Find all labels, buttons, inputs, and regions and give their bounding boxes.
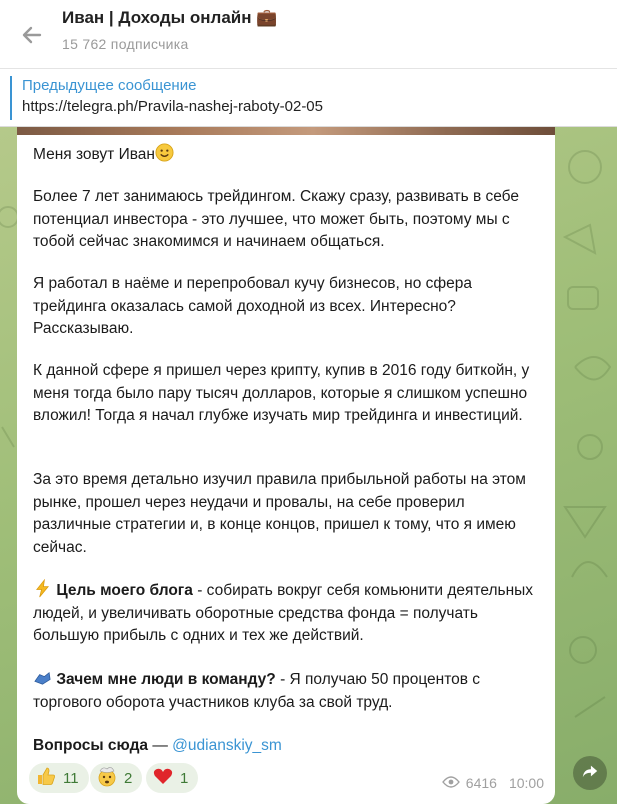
team-question-text: - Я получаю 50 процентов с торгового оборота участников клуба за свой труд. [33, 671, 481, 711]
intro-text: Меня зовут Иван [33, 146, 155, 163]
view-count: 6416 [465, 775, 497, 791]
thumbs-up-icon [35, 765, 57, 791]
blog-goal-text: - собирать вокруг себя комьюнити деятельных людей, и увеличивать оборотные средства фонда = получать большую прибыль с одних и тех же действий. [33, 582, 534, 644]
username-link[interactable]: @udianskiy_sm [172, 737, 282, 754]
eye-icon [442, 775, 460, 791]
pinned-message-bar[interactable] [0, 69, 617, 127]
message-paragraph-7 [33, 668, 543, 714]
team-question-heading: Зачем мне люди в команду? [56, 671, 276, 688]
questions-heading: Вопросы сюда [33, 737, 149, 754]
handshake-icon [33, 668, 52, 687]
message-paragraph-4: К данной сфере я пришел через крипту, купив в 2016 году биткойн, у меня тогда было пару тысяч долларов, которые я слишком успешно вложил! Тогда я начал глубже изучать мир трейдинга и инвестиций. [33, 362, 530, 424]
thumbs-up-count: 11 [63, 769, 79, 787]
pinned-accent-bar [10, 76, 12, 120]
forward-arrow-icon [581, 762, 599, 785]
red-heart-icon [152, 765, 174, 791]
pinned-title: Предыдущее сообщение [22, 77, 197, 94]
chat-header [0, 0, 617, 69]
message-paragraph-6 [33, 579, 543, 648]
message-bubble[interactable] [17, 127, 555, 804]
pinned-link-text: https://telegra.ph/Pravila-nashej-raboty-02-05 [22, 98, 323, 115]
reaction-red-heart[interactable] [146, 763, 198, 793]
message-image-edge [17, 127, 555, 135]
red-heart-count: 1 [180, 769, 189, 787]
lightning-icon [33, 579, 52, 598]
blog-goal-heading: Цель моего блога [56, 582, 193, 599]
questions-separator: — [148, 737, 173, 754]
reaction-exploding-head[interactable] [90, 763, 142, 793]
message-paragraph-8 [33, 735, 543, 758]
exploding-head-icon [96, 765, 118, 791]
forward-button[interactable] [573, 756, 607, 790]
message-time: 10:00 [508, 775, 544, 791]
message-paragraph-2: Более 7 лет занимаюсь трейдингом. Скажу сразу, развивать в себе потенциал инвестора - это лучшее, что может быть, поэтому мы с тобой сейчас знакомимся и начинаем общаться. [33, 188, 520, 250]
message-paragraph-1 [33, 143, 543, 167]
channel-title[interactable]: Иван | Доходы онлайн 💼 [62, 8, 278, 27]
message-meta [442, 775, 544, 791]
subscriber-count: 15 762 подписчика [62, 36, 189, 52]
message-paragraph-5: За это время детально изучил правила прибыльной работы на этом рынке, прошел через неудачи и провалы, на себе проверил различные стратегии и, в конце концов, пришел к тому, что я имею сейчас. [33, 471, 526, 556]
message-paragraph-3: Я работал в наёме и перепробовал кучу бизнесов, но сфера трейдинга оказалась самой доходной из всех. Интересно? Рассказываю. [33, 275, 473, 337]
reaction-thumbs-up[interactable] [29, 763, 89, 793]
back-arrow-icon[interactable] [18, 21, 46, 49]
smiling-face-icon [155, 143, 174, 162]
exploding-head-count: 2 [124, 769, 133, 787]
